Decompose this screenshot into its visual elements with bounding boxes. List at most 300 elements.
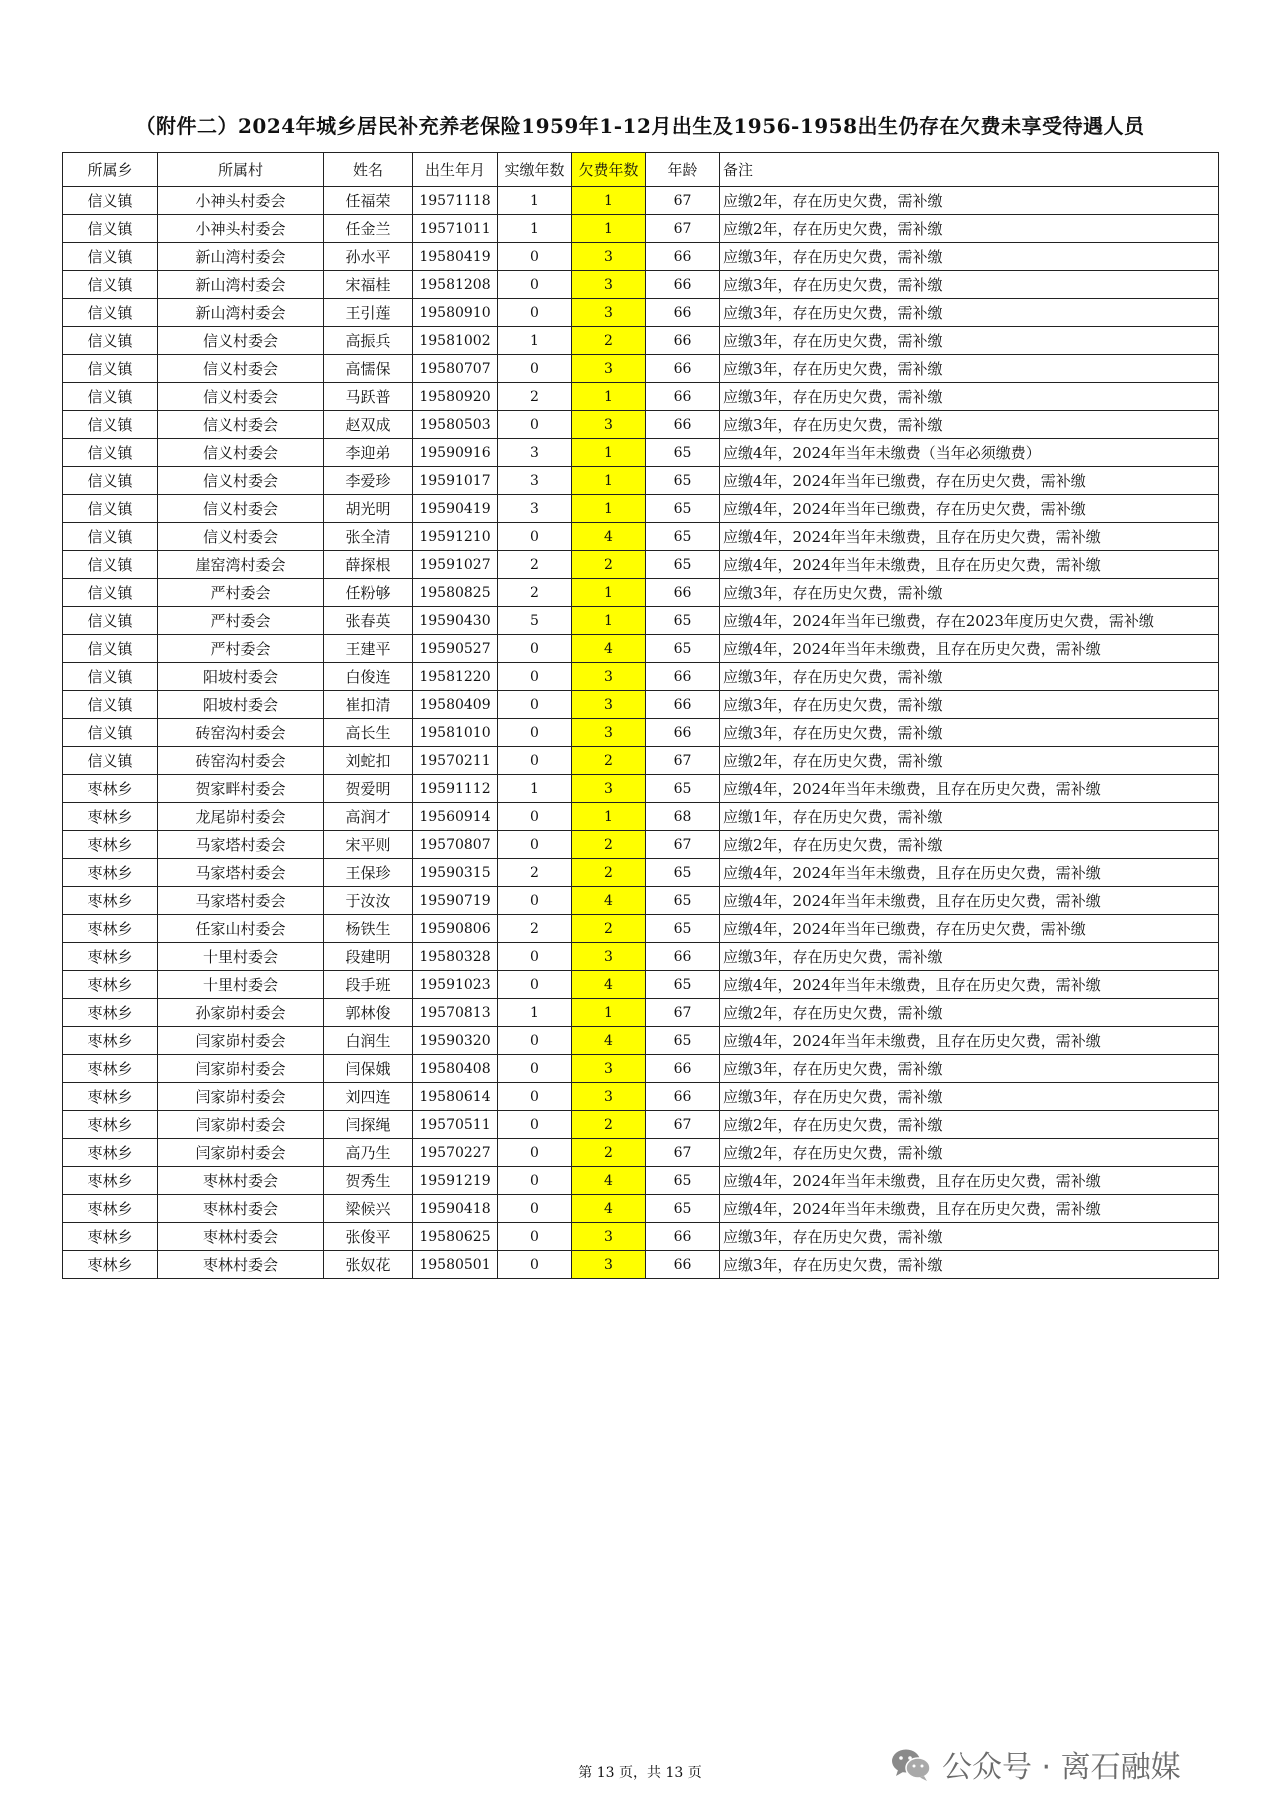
table-row — [63, 1167, 1219, 1195]
cell-name: 赵双成 — [324, 411, 413, 439]
cell-village: 小神头村委会 — [158, 215, 324, 243]
cell-village: 信义村委会 — [158, 383, 324, 411]
cell-name: 李爱珍 — [324, 467, 413, 495]
cell-township: 枣林乡 — [63, 859, 158, 887]
cell-village: 马家塔村委会 — [158, 859, 324, 887]
cell-paid-years: 0 — [498, 1251, 572, 1279]
cell-remark: 应缴2年，存在历史欠费，需补缴 — [720, 1111, 1219, 1139]
cell-remark: 应缴3年，存在历史欠费，需补缴 — [720, 243, 1219, 271]
cell-paid-years: 0 — [498, 803, 572, 831]
cell-village: 砖窑沟村委会 — [158, 719, 324, 747]
cell-owed-years: 1 — [572, 999, 646, 1027]
cell-age: 66 — [646, 691, 720, 719]
cell-birth-date: 19590719 — [413, 887, 498, 915]
cell-paid-years: 0 — [498, 1111, 572, 1139]
cell-birth-date: 19580910 — [413, 299, 498, 327]
cell-paid-years: 1 — [498, 775, 572, 803]
table-row — [63, 243, 1219, 271]
table-row — [63, 467, 1219, 495]
cell-township: 信义镇 — [63, 579, 158, 607]
cell-remark: 应缴3年，存在历史欠费，需补缴 — [720, 663, 1219, 691]
watermark — [890, 1742, 1181, 1786]
cell-remark: 应缴3年，存在历史欠费，需补缴 — [720, 327, 1219, 355]
cell-owed-years: 3 — [572, 243, 646, 271]
cell-township: 信义镇 — [63, 607, 158, 635]
cell-village: 孙家峁村委会 — [158, 999, 324, 1027]
cell-age: 66 — [646, 719, 720, 747]
cell-paid-years: 3 — [498, 439, 572, 467]
cell-name: 王引莲 — [324, 299, 413, 327]
page-number: 第 13 页，共 13 页 — [578, 1765, 702, 1781]
watermark-text: 公众号 · 离石融媒 — [942, 1750, 1181, 1785]
cell-paid-years: 0 — [498, 299, 572, 327]
cell-paid-years: 0 — [498, 831, 572, 859]
cell-age: 66 — [646, 1083, 720, 1111]
table-row — [63, 1223, 1219, 1251]
cell-name: 宋福桂 — [324, 271, 413, 299]
cell-remark: 应缴4年，2024年当年未缴费，且存在历史欠费，需补缴 — [720, 859, 1219, 887]
cell-age: 66 — [646, 1251, 720, 1279]
cell-name: 李迎弟 — [324, 439, 413, 467]
cell-remark: 应缴4年，2024年当年已缴费，存在历史欠费，需补缴 — [720, 495, 1219, 523]
cell-birth-date: 19570227 — [413, 1139, 498, 1167]
cell-birth-date: 19570211 — [413, 747, 498, 775]
cell-owed-years: 4 — [572, 971, 646, 999]
cell-owed-years: 1 — [572, 439, 646, 467]
table-row — [63, 411, 1219, 439]
table-row — [63, 635, 1219, 663]
cell-village: 信义村委会 — [158, 327, 324, 355]
cell-birth-date: 19581208 — [413, 271, 498, 299]
cell-village: 新山湾村委会 — [158, 243, 324, 271]
cell-age: 65 — [646, 1195, 720, 1223]
cell-paid-years: 0 — [498, 523, 572, 551]
table-row — [63, 607, 1219, 635]
table-row — [63, 1111, 1219, 1139]
table-row — [63, 187, 1219, 215]
cell-owed-years: 3 — [572, 943, 646, 971]
cell-township: 枣林乡 — [63, 1027, 158, 1055]
cell-township: 枣林乡 — [63, 803, 158, 831]
cell-birth-date: 19590527 — [413, 635, 498, 663]
cell-owed-years: 3 — [572, 1251, 646, 1279]
cell-age: 66 — [646, 663, 720, 691]
cell-name: 孙水平 — [324, 243, 413, 271]
cell-village: 闫家峁村委会 — [158, 1111, 324, 1139]
cell-remark: 应缴3年，存在历史欠费，需补缴 — [720, 1251, 1219, 1279]
cell-paid-years: 0 — [498, 271, 572, 299]
cell-paid-years: 5 — [498, 607, 572, 635]
cell-owed-years: 4 — [572, 635, 646, 663]
table-row — [63, 495, 1219, 523]
cell-name: 段手班 — [324, 971, 413, 999]
cell-village: 信义村委会 — [158, 355, 324, 383]
cell-township: 信义镇 — [63, 271, 158, 299]
header-row — [63, 153, 1219, 187]
cell-remark: 应缴4年，2024年当年未缴费，且存在历史欠费，需补缴 — [720, 1027, 1219, 1055]
table-row — [63, 383, 1219, 411]
cell-owed-years: 1 — [572, 215, 646, 243]
cell-remark: 应缴4年，2024年当年未缴费，且存在历史欠费，需补缴 — [720, 1167, 1219, 1195]
cell-age: 66 — [646, 299, 720, 327]
cell-owed-years: 1 — [572, 495, 646, 523]
cell-township: 信义镇 — [63, 327, 158, 355]
cell-paid-years: 0 — [498, 1083, 572, 1111]
cell-village: 严村委会 — [158, 607, 324, 635]
cell-village: 枣林村委会 — [158, 1223, 324, 1251]
cell-paid-years: 2 — [498, 915, 572, 943]
table-row — [63, 999, 1219, 1027]
cell-village: 枣林村委会 — [158, 1167, 324, 1195]
cell-age: 65 — [646, 971, 720, 999]
cell-name: 刘蛇扣 — [324, 747, 413, 775]
cell-owed-years: 3 — [572, 663, 646, 691]
cell-age: 65 — [646, 467, 720, 495]
cell-paid-years: 3 — [498, 467, 572, 495]
cell-name: 高润才 — [324, 803, 413, 831]
cell-village: 闫家峁村委会 — [158, 1083, 324, 1111]
table-row — [63, 327, 1219, 355]
table-row — [63, 663, 1219, 691]
cell-village: 闫家峁村委会 — [158, 1027, 324, 1055]
cell-township: 枣林乡 — [63, 1111, 158, 1139]
cell-township: 枣林乡 — [63, 943, 158, 971]
cell-remark: 应缴3年，存在历史欠费，需补缴 — [720, 691, 1219, 719]
table-row — [63, 215, 1219, 243]
cell-owed-years: 1 — [572, 579, 646, 607]
cell-township: 信义镇 — [63, 635, 158, 663]
cell-birth-date: 19591112 — [413, 775, 498, 803]
cell-village: 信义村委会 — [158, 411, 324, 439]
cell-age: 65 — [646, 607, 720, 635]
cell-age: 65 — [646, 1167, 720, 1195]
cell-age: 65 — [646, 495, 720, 523]
table-row — [63, 691, 1219, 719]
cell-age: 66 — [646, 383, 720, 411]
cell-township: 枣林乡 — [63, 1195, 158, 1223]
cell-township: 枣林乡 — [63, 971, 158, 999]
cell-age: 67 — [646, 215, 720, 243]
table-row — [63, 915, 1219, 943]
cell-village: 信义村委会 — [158, 523, 324, 551]
cell-name: 高长生 — [324, 719, 413, 747]
table-row — [63, 271, 1219, 299]
table-row — [63, 439, 1219, 467]
cell-paid-years: 1 — [498, 187, 572, 215]
cell-remark: 应缴1年，存在历史欠费，需补缴 — [720, 803, 1219, 831]
cell-remark: 应缴4年，2024年当年未缴费，且存在历史欠费，需补缴 — [720, 775, 1219, 803]
table-row — [63, 1027, 1219, 1055]
cell-age: 65 — [646, 887, 720, 915]
cell-owed-years: 2 — [572, 859, 646, 887]
cell-age: 65 — [646, 775, 720, 803]
cell-township: 信义镇 — [63, 523, 158, 551]
document-title: （附件二）2024年城乡居民补充养老保险1959年1-12月出生及1956-1958出生仍存在欠费未享受待遇人员 — [135, 114, 1145, 138]
table-row — [63, 1195, 1219, 1223]
cell-name: 王建平 — [324, 635, 413, 663]
cell-village: 任家山村委会 — [158, 915, 324, 943]
cell-birth-date: 19591219 — [413, 1167, 498, 1195]
cell-paid-years: 0 — [498, 1195, 572, 1223]
cell-paid-years: 0 — [498, 355, 572, 383]
cell-paid-years: 3 — [498, 495, 572, 523]
cell-paid-years: 0 — [498, 691, 572, 719]
cell-township: 信义镇 — [63, 355, 158, 383]
cell-village: 龙尾峁村委会 — [158, 803, 324, 831]
cell-name: 梁候兴 — [324, 1195, 413, 1223]
cell-owed-years: 4 — [572, 1167, 646, 1195]
cell-birth-date: 19580503 — [413, 411, 498, 439]
cell-remark: 应缴3年，存在历史欠费，需补缴 — [720, 383, 1219, 411]
table-row — [63, 887, 1219, 915]
cell-owed-years: 1 — [572, 803, 646, 831]
cell-name: 宋平则 — [324, 831, 413, 859]
col-header-village: 所属村 — [158, 153, 324, 187]
cell-age: 68 — [646, 803, 720, 831]
cell-paid-years: 0 — [498, 1223, 572, 1251]
cell-name: 白俊连 — [324, 663, 413, 691]
cell-age: 65 — [646, 635, 720, 663]
cell-paid-years: 0 — [498, 663, 572, 691]
cell-owed-years: 1 — [572, 607, 646, 635]
cell-remark: 应缴4年，2024年当年未缴费，且存在历史欠费，需补缴 — [720, 551, 1219, 579]
cell-paid-years: 0 — [498, 887, 572, 915]
cell-owed-years: 2 — [572, 327, 646, 355]
cell-paid-years: 2 — [498, 859, 572, 887]
table-row — [63, 299, 1219, 327]
table-row — [63, 355, 1219, 383]
cell-remark: 应缴2年，存在历史欠费，需补缴 — [720, 831, 1219, 859]
cell-name: 张春英 — [324, 607, 413, 635]
cell-remark: 应缴3年，存在历史欠费，需补缴 — [720, 1223, 1219, 1251]
cell-village: 严村委会 — [158, 579, 324, 607]
cell-township: 信义镇 — [63, 495, 158, 523]
cell-paid-years: 2 — [498, 579, 572, 607]
cell-paid-years: 2 — [498, 551, 572, 579]
cell-remark: 应缴2年，存在历史欠费，需补缴 — [720, 215, 1219, 243]
cell-village: 马家塔村委会 — [158, 887, 324, 915]
cell-paid-years: 0 — [498, 747, 572, 775]
cell-owed-years: 3 — [572, 1083, 646, 1111]
cell-owed-years: 4 — [572, 887, 646, 915]
cell-remark: 应缴4年，2024年当年已缴费，存在历史欠费，需补缴 — [720, 915, 1219, 943]
cell-age: 67 — [646, 187, 720, 215]
cell-birth-date: 19591027 — [413, 551, 498, 579]
cell-paid-years: 1 — [498, 999, 572, 1027]
cell-birth-date: 19571011 — [413, 215, 498, 243]
cell-birth-date: 19581002 — [413, 327, 498, 355]
cell-owed-years: 2 — [572, 915, 646, 943]
cell-owed-years: 3 — [572, 1055, 646, 1083]
cell-owed-years: 3 — [572, 411, 646, 439]
cell-village: 枣林村委会 — [158, 1251, 324, 1279]
table-row — [63, 831, 1219, 859]
cell-owed-years: 3 — [572, 271, 646, 299]
cell-birth-date: 19560914 — [413, 803, 498, 831]
cell-township: 信义镇 — [63, 719, 158, 747]
cell-owed-years: 3 — [572, 775, 646, 803]
cell-township: 信义镇 — [63, 243, 158, 271]
cell-age: 66 — [646, 1223, 720, 1251]
cell-age: 66 — [646, 411, 720, 439]
cell-village: 信义村委会 — [158, 467, 324, 495]
cell-township: 信义镇 — [63, 439, 158, 467]
cell-name: 薛探根 — [324, 551, 413, 579]
cell-age: 66 — [646, 271, 720, 299]
cell-name: 高乃生 — [324, 1139, 413, 1167]
cell-owed-years: 4 — [572, 1195, 646, 1223]
cell-age: 67 — [646, 1139, 720, 1167]
table-row — [63, 1139, 1219, 1167]
cell-township: 枣林乡 — [63, 915, 158, 943]
cell-remark: 应缴4年，2024年当年未缴费，且存在历史欠费，需补缴 — [720, 523, 1219, 551]
cell-township: 枣林乡 — [63, 887, 158, 915]
cell-paid-years: 0 — [498, 719, 572, 747]
cell-birth-date: 19590419 — [413, 495, 498, 523]
cell-paid-years: 0 — [498, 1139, 572, 1167]
table-row — [63, 1055, 1219, 1083]
col-header-birth: 出生年月 — [413, 153, 498, 187]
cell-birth-date: 19570511 — [413, 1111, 498, 1139]
col-header-paid-years: 实缴年数 — [498, 153, 572, 187]
cell-birth-date: 19581010 — [413, 719, 498, 747]
col-header-age: 年龄 — [646, 153, 720, 187]
cell-age: 65 — [646, 915, 720, 943]
cell-owed-years: 2 — [572, 551, 646, 579]
cell-village: 新山湾村委会 — [158, 271, 324, 299]
cell-birth-date: 19580501 — [413, 1251, 498, 1279]
cell-owed-years: 1 — [572, 467, 646, 495]
cell-owed-years: 4 — [572, 523, 646, 551]
cell-village: 阳坡村委会 — [158, 663, 324, 691]
cell-remark: 应缴3年，存在历史欠费，需补缴 — [720, 1055, 1219, 1083]
cell-age: 67 — [646, 1111, 720, 1139]
cell-paid-years: 0 — [498, 243, 572, 271]
cell-owed-years: 3 — [572, 719, 646, 747]
cell-age: 66 — [646, 243, 720, 271]
cell-remark: 应缴4年，2024年当年未缴费，且存在历史欠费，需补缴 — [720, 887, 1219, 915]
cell-age: 65 — [646, 859, 720, 887]
cell-owed-years: 3 — [572, 691, 646, 719]
cell-name: 王保珍 — [324, 859, 413, 887]
cell-birth-date: 19580920 — [413, 383, 498, 411]
cell-name: 胡光明 — [324, 495, 413, 523]
cell-owed-years: 3 — [572, 299, 646, 327]
cell-birth-date: 19590916 — [413, 439, 498, 467]
cell-age: 67 — [646, 831, 720, 859]
cell-paid-years: 0 — [498, 1027, 572, 1055]
cell-name: 崔扣清 — [324, 691, 413, 719]
cell-owed-years: 2 — [572, 747, 646, 775]
col-header-name: 姓名 — [324, 153, 413, 187]
cell-remark: 应缴4年，2024年当年未缴费，且存在历史欠费，需补缴 — [720, 971, 1219, 999]
cell-township: 信义镇 — [63, 411, 158, 439]
cell-owed-years: 3 — [572, 1223, 646, 1251]
cell-remark: 应缴3年，存在历史欠费，需补缴 — [720, 271, 1219, 299]
cell-birth-date: 19591017 — [413, 467, 498, 495]
cell-paid-years: 1 — [498, 215, 572, 243]
cell-birth-date: 19591023 — [413, 971, 498, 999]
cell-remark: 应缴4年，2024年当年未缴费（当年必须缴费） — [720, 439, 1219, 467]
cell-township: 枣林乡 — [63, 1055, 158, 1083]
cell-remark: 应缴2年，存在历史欠费，需补缴 — [720, 1139, 1219, 1167]
cell-birth-date: 19580328 — [413, 943, 498, 971]
cell-village: 贺家畔村委会 — [158, 775, 324, 803]
col-header-remark: 备注 — [720, 153, 1219, 187]
cell-owed-years: 2 — [572, 831, 646, 859]
cell-paid-years: 0 — [498, 971, 572, 999]
cell-owed-years: 2 — [572, 1139, 646, 1167]
cell-birth-date: 19580408 — [413, 1055, 498, 1083]
cell-remark: 应缴3年，存在历史欠费，需补缴 — [720, 943, 1219, 971]
cell-paid-years: 1 — [498, 327, 572, 355]
cell-township: 信义镇 — [63, 691, 158, 719]
cell-village: 新山湾村委会 — [158, 299, 324, 327]
cell-name: 杨铁生 — [324, 915, 413, 943]
cell-name: 张俊平 — [324, 1223, 413, 1251]
cell-village: 信义村委会 — [158, 495, 324, 523]
cell-paid-years: 0 — [498, 1167, 572, 1195]
table-row — [63, 1251, 1219, 1279]
cell-name: 于汝汝 — [324, 887, 413, 915]
cell-village: 闫家峁村委会 — [158, 1139, 324, 1167]
cell-remark: 应缴2年，存在历史欠费，需补缴 — [720, 999, 1219, 1027]
cell-owed-years: 1 — [572, 383, 646, 411]
cell-name: 段建明 — [324, 943, 413, 971]
cell-village: 砖窑沟村委会 — [158, 747, 324, 775]
table-row — [63, 719, 1219, 747]
cell-name: 高懦保 — [324, 355, 413, 383]
col-header-township: 所属乡 — [63, 153, 158, 187]
cell-birth-date: 19580625 — [413, 1223, 498, 1251]
cell-owed-years: 2 — [572, 1111, 646, 1139]
cell-age: 65 — [646, 1027, 720, 1055]
cell-remark: 应缴4年，2024年当年已缴费，存在历史欠费，需补缴 — [720, 467, 1219, 495]
cell-name: 闫探绳 — [324, 1111, 413, 1139]
cell-name: 张奴花 — [324, 1251, 413, 1279]
cell-age: 66 — [646, 579, 720, 607]
cell-remark: 应缴3年，存在历史欠费，需补缴 — [720, 299, 1219, 327]
cell-age: 65 — [646, 439, 720, 467]
arrears-table — [62, 152, 1219, 1279]
cell-name: 白润生 — [324, 1027, 413, 1055]
cell-birth-date: 19590430 — [413, 607, 498, 635]
cell-age: 67 — [646, 999, 720, 1027]
cell-birth-date: 19571118 — [413, 187, 498, 215]
cell-township: 信义镇 — [63, 383, 158, 411]
table-row — [63, 803, 1219, 831]
cell-remark: 应缴4年，2024年当年未缴费，且存在历史欠费，需补缴 — [720, 1195, 1219, 1223]
cell-township: 枣林乡 — [63, 999, 158, 1027]
table-row — [63, 775, 1219, 803]
cell-township: 枣林乡 — [63, 1223, 158, 1251]
cell-remark: 应缴3年，存在历史欠费，需补缴 — [720, 411, 1219, 439]
cell-village: 崖窑湾村委会 — [158, 551, 324, 579]
cell-remark: 应缴3年，存在历史欠费，需补缴 — [720, 579, 1219, 607]
table-row — [63, 971, 1219, 999]
cell-birth-date: 19570807 — [413, 831, 498, 859]
cell-birth-date: 19580825 — [413, 579, 498, 607]
cell-paid-years: 0 — [498, 943, 572, 971]
table-row — [63, 859, 1219, 887]
cell-birth-date: 19580614 — [413, 1083, 498, 1111]
cell-age: 67 — [646, 747, 720, 775]
table-row — [63, 551, 1219, 579]
cell-township: 信义镇 — [63, 299, 158, 327]
cell-name: 贺秀生 — [324, 1167, 413, 1195]
cell-paid-years: 0 — [498, 411, 572, 439]
cell-township: 信义镇 — [63, 747, 158, 775]
